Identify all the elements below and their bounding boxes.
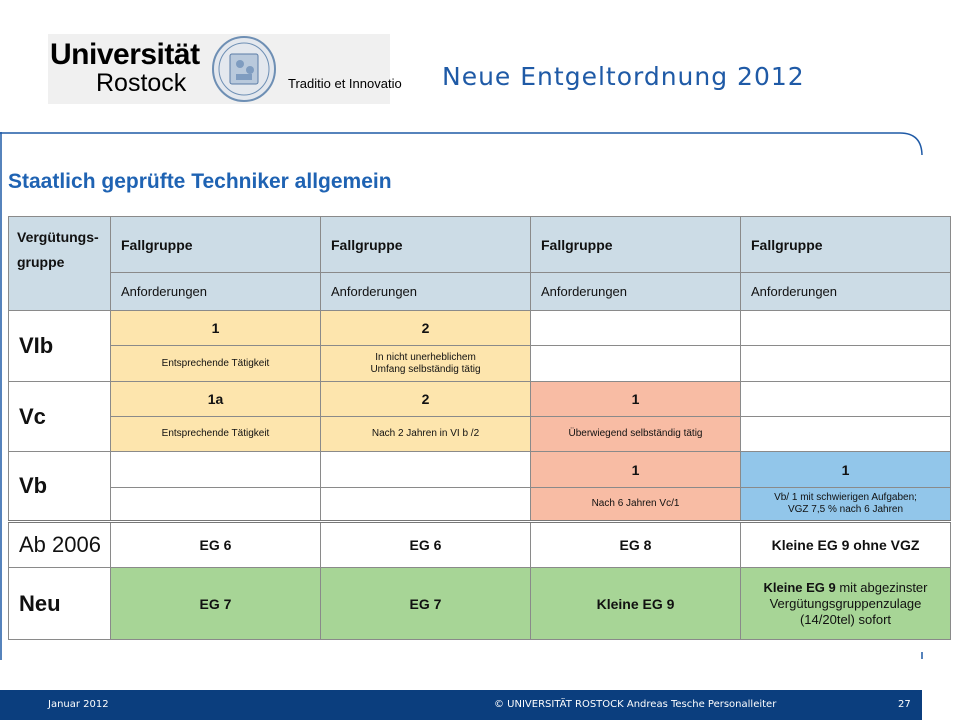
- header-anforderungen-3: Anforderungen: [531, 273, 741, 311]
- vb-desc-4-line1: Vb/ 1 mit schwierigen Aufgaben;: [774, 492, 917, 503]
- row-vb-number: [9, 452, 951, 488]
- university-logo: [48, 34, 402, 104]
- footer-bar: [0, 690, 922, 720]
- row-ab-2006: [9, 522, 951, 568]
- vib-desc-2-line2: Umfang selbständig tätig: [370, 363, 481, 375]
- header-group-line2: gruppe: [17, 254, 65, 270]
- row-vc-number: [9, 382, 951, 417]
- neu-cell-1: EG 7: [111, 568, 321, 640]
- row-vb-desc: [9, 488, 951, 522]
- header-anforderungen-2: Anforderungen: [321, 273, 531, 311]
- header-fallgruppe-2: Fallgruppe: [321, 217, 531, 273]
- university-seal-icon: [210, 34, 278, 104]
- vib-desc-empty-3: [531, 346, 741, 382]
- header-anforderungen-1: Anforderungen: [111, 273, 321, 311]
- vb-desc-empty-2: [321, 488, 531, 522]
- vc-desc-empty-4: [741, 417, 951, 452]
- vc-fallgruppe-1: 1a: [111, 382, 321, 417]
- vc-desc-3: Überwiegend selbständig tätig: [531, 417, 741, 452]
- group-label-ab-2006: Ab 2006: [9, 522, 111, 568]
- vib-empty-4: [741, 311, 951, 346]
- header-fallgruppe-1: Fallgruppe: [111, 217, 321, 273]
- salary-table: [8, 216, 951, 640]
- vb-empty-2: [321, 452, 531, 488]
- row-vib-number: [9, 311, 951, 346]
- group-label-vib: VIb: [9, 311, 111, 382]
- ab2006-cell-2: EG 6: [321, 522, 531, 568]
- vc-desc-2: Nach 2 Jahren in VI b /2: [321, 417, 531, 452]
- vc-empty-4: [741, 382, 951, 417]
- logo-university-text: Universität: [50, 38, 200, 71]
- ab2006-cell-1: EG 6: [111, 522, 321, 568]
- vb-fallgruppe-3: 1: [531, 452, 741, 488]
- neu-cell-2: EG 7: [321, 568, 531, 640]
- neu-cell-4: [741, 568, 951, 640]
- header-group-cell: [9, 217, 111, 311]
- vb-fallgruppe-4: 1: [741, 452, 951, 488]
- neu-cell-4-line3: (14/20tel) sofort: [799, 611, 892, 627]
- neu-cell-4-bold: Kleine EG 9: [763, 579, 836, 595]
- group-label-vc: Vc: [9, 382, 111, 452]
- vc-desc-1: Entsprechende Tätigkeit: [111, 417, 321, 452]
- vc-fallgruppe-3: 1: [531, 382, 741, 417]
- vb-desc-empty-1: [111, 488, 321, 522]
- neu-cell-4-line2: Vergütungsgruppenzulage: [769, 595, 922, 611]
- vb-desc-4-line2: VGZ 7,5 % nach 6 Jahren: [787, 504, 904, 515]
- neu-cell-3: Kleine EG 9: [531, 568, 741, 640]
- footer-page-number: 27: [898, 699, 911, 710]
- vb-desc-3: Nach 6 Jahren Vc/1: [531, 488, 741, 522]
- logo-motto-text: Traditio et Innovatio: [288, 76, 402, 91]
- row-neu: [9, 568, 951, 640]
- vib-desc-1: Entsprechende Tätigkeit: [111, 346, 321, 382]
- vib-empty-3: [531, 311, 741, 346]
- slide-title: Neue Entgeltordnung 2012: [442, 62, 805, 91]
- vib-desc-2: [321, 346, 531, 382]
- footer-date: Januar 2012: [48, 699, 109, 710]
- header-fallgruppe-3: Fallgruppe: [531, 217, 741, 273]
- neu-cell-4-rest: mit abgezinster: [835, 579, 928, 595]
- vb-desc-4: [741, 488, 951, 522]
- logo-city-text: Rostock: [96, 69, 187, 97]
- ab2006-cell-4: Kleine EG 9 ohne VGZ: [741, 522, 951, 568]
- vib-fallgruppe-2: 2: [321, 311, 531, 346]
- vc-fallgruppe-2: 2: [321, 382, 531, 417]
- vib-fallgruppe-1: 1: [111, 311, 321, 346]
- vib-desc-2-line1: In nicht unerheblichem: [375, 351, 476, 363]
- header-fallgruppe-4: Fallgruppe: [741, 217, 951, 273]
- row-vib-desc: [9, 346, 951, 382]
- header-row-anforderungen: [9, 273, 951, 311]
- header-group-line1: Vergütungs-: [17, 229, 99, 245]
- ab2006-cell-3: EG 8: [531, 522, 741, 568]
- vib-desc-empty-4: [741, 346, 951, 382]
- vb-empty-1: [111, 452, 321, 488]
- group-label-vb: Vb: [9, 452, 111, 522]
- table-subtitle: Staatlich geprüfte Techniker allgemein: [8, 170, 392, 193]
- group-label-neu: Neu: [9, 568, 111, 640]
- header-row: [9, 217, 951, 273]
- footer-copyright: © UNIVERSITÄT ROSTOCK Andreas Tesche Personalleiter: [494, 699, 777, 710]
- header-anforderungen-4: Anforderungen: [741, 273, 951, 311]
- row-vc-desc: [9, 417, 951, 452]
